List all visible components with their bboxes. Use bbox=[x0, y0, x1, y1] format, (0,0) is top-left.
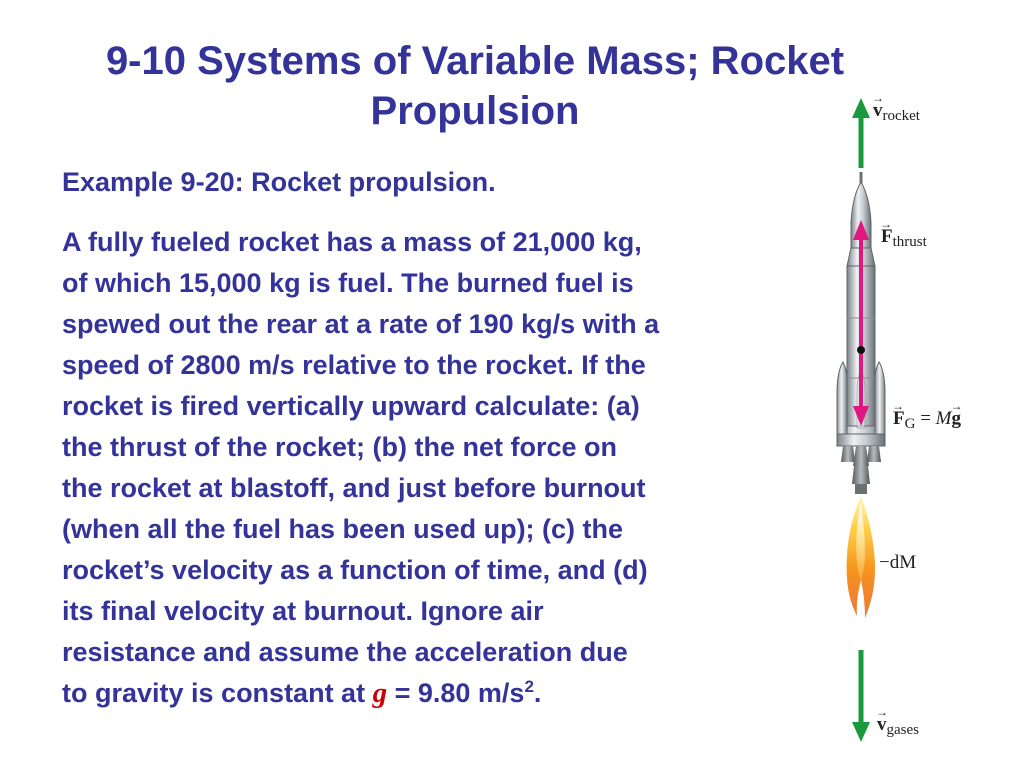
f-thrust-symbol: → F bbox=[881, 226, 893, 247]
problem-line: resistance and assume the acceleration due bbox=[62, 637, 628, 667]
f-gravity-equals: = bbox=[920, 408, 931, 429]
f-gravity-mass: M bbox=[935, 408, 952, 429]
f-thrust-subscript: thrust bbox=[892, 234, 927, 250]
v-rocket-label bbox=[873, 100, 920, 123]
f-thrust-label bbox=[881, 226, 927, 249]
gravity-symbol: g bbox=[372, 677, 388, 709]
v-gases-symbol: → v bbox=[877, 714, 887, 735]
rocket-figure bbox=[815, 88, 1024, 756]
v-gases-label bbox=[877, 714, 919, 737]
f-gravity-label bbox=[893, 408, 961, 431]
f-gravity-symbol: → F bbox=[893, 408, 905, 429]
rocket-velocity-arrow bbox=[852, 98, 870, 168]
problem-line: of which 15,000 kg is fuel. The burned fuel is bbox=[62, 268, 634, 298]
gases-velocity-arrow bbox=[852, 650, 870, 742]
last-line-prefix: to gravity is constant at bbox=[62, 678, 373, 708]
problem-line: rocket’s velocity as a function of time, and (d) bbox=[62, 555, 648, 585]
problem-line: A fully fueled rocket has a mass of 21,000 kg, bbox=[62, 227, 642, 257]
problem-line: the rocket at blastoff, and just before burnout bbox=[62, 473, 646, 503]
exhaust-flame bbox=[847, 496, 875, 618]
center-of-mass-dot bbox=[857, 346, 865, 354]
problem-last-line bbox=[62, 673, 832, 714]
gravity-value: = 9.80 m/s bbox=[387, 678, 525, 708]
mass-loss-label: −dM bbox=[879, 552, 917, 573]
slide-title: 9-10 Systems of Variable Mass; Rocket Propulsion bbox=[105, 39, 845, 133]
f-gravity-subscript: G bbox=[904, 416, 916, 432]
example-heading: Example 9-20: Rocket propulsion. bbox=[62, 167, 496, 197]
problem-line: rocket is fired vertically upward calculate: (a) bbox=[62, 391, 640, 421]
problem-line: spewed out the rear at a rate of 190 kg/s with a bbox=[62, 309, 660, 339]
last-line-suffix: . bbox=[533, 678, 542, 708]
gravity-exponent: 2 bbox=[524, 677, 534, 696]
v-rocket-subscript: rocket bbox=[882, 108, 920, 124]
v-rocket-symbol: → v bbox=[873, 100, 883, 121]
problem-line: its final velocity at burnout. Ignore air bbox=[62, 596, 544, 626]
problem-line: the thrust of the rocket; (b) the net force on bbox=[62, 432, 618, 462]
f-gravity-g-vector: → g bbox=[952, 408, 962, 429]
problem-text bbox=[62, 222, 832, 714]
problem-line: speed of 2800 m/s relative to the rocket. If the bbox=[62, 350, 646, 380]
problem-line: (when all the fuel has been used up); (c) the bbox=[62, 514, 624, 544]
v-gases-subscript: gases bbox=[886, 722, 919, 738]
